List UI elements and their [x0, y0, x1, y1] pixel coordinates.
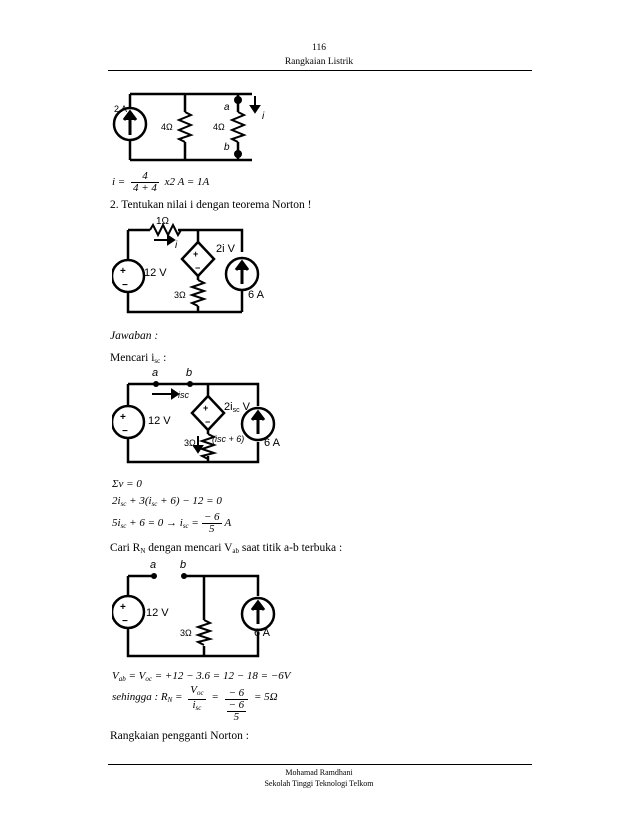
- find-isc-text: Mencari $i_{sc}$ :: [110, 352, 167, 365]
- dep-source-label: 2i V: [216, 243, 235, 255]
- node-b-dot: [234, 150, 242, 158]
- node-b-label: b: [186, 367, 193, 379]
- answer-label: Jawaban :: [110, 330, 159, 342]
- node-a-dot: [151, 573, 157, 579]
- circuit-4-diagram: [112, 558, 287, 662]
- voltage-source-icon: [112, 596, 144, 628]
- node-a-label: a: [152, 367, 159, 379]
- source-label: 2 A: [114, 104, 128, 114]
- branch-current-label: (isc + 6): [212, 434, 245, 444]
- svg-text:+: +: [120, 266, 126, 277]
- r3-label: 3Ω: [184, 438, 196, 448]
- find-rn-text: Cari $R_N$ dengan mencari $V_{ab}$ saat titik a-b terbuka :: [110, 542, 343, 555]
- node-b-label: b: [180, 559, 187, 571]
- circuit-3-diagram: [112, 366, 287, 468]
- current-label: i: [262, 111, 265, 122]
- r3-label: 3Ω: [174, 290, 186, 300]
- header-rule: [108, 70, 532, 71]
- resistor-label: 1Ω: [156, 216, 170, 227]
- svg-text:−: −: [195, 263, 201, 273]
- equation-1: i = $\frac{4}{4 + 4}$ x2 A = 1A: [112, 170, 210, 194]
- voltage-label: 12 V: [144, 267, 167, 279]
- node-a-dot: [234, 96, 242, 104]
- voltage-label: 12 V: [146, 607, 169, 619]
- current-label: i: [175, 240, 178, 251]
- r1-label: 4Ω: [161, 122, 173, 132]
- node-b-label: b: [224, 142, 230, 153]
- chapter-title: Rangkaian Listrik: [284, 57, 354, 67]
- node-a-label: a: [150, 559, 157, 571]
- svg-text:−: −: [205, 417, 211, 427]
- kvl-line-2: $2i_{sc} + 3(i_{sc} + 6) - 12 = 0$: [112, 495, 222, 508]
- page-number: 116: [312, 43, 326, 53]
- node-a-label: a: [224, 102, 230, 113]
- problem-2-text: 2. Tentukan nilai i dengan teorema Norton !: [110, 199, 312, 211]
- rn-equation: sehingga : $R_N$ = $\frac{V_{oc}}{i_{sc}}$ = $\frac{- 6}{\frac{- 6}{5}}$ = 5Ω: [112, 684, 278, 723]
- isc-label: isc: [178, 390, 189, 400]
- circuit-1-diagram: [112, 88, 272, 166]
- node-b-dot: [181, 573, 187, 579]
- svg-text:+: +: [120, 602, 126, 613]
- footer-institution: Sekolah Tinggi Teknologi Telkom: [264, 779, 374, 788]
- node-a-dot: [153, 381, 159, 387]
- r3-label: 3Ω: [180, 628, 192, 638]
- svg-text:+: +: [193, 249, 199, 259]
- svg-text:−: −: [122, 426, 128, 437]
- svg-text:+: +: [120, 412, 126, 423]
- voltage-source-icon: [112, 260, 144, 292]
- dep-source-label: 2isc V: [224, 401, 250, 414]
- svg-text:−: −: [122, 616, 128, 627]
- arrow-right-icon: [154, 236, 174, 244]
- kvl-line-3: $5i_{sc} + 6 = 0 \to i_{sc}$ = $\frac{- 6}{5}$ A: [112, 511, 232, 535]
- current-source-label: 6 A: [264, 437, 280, 449]
- arrow-down-icon: [251, 96, 259, 112]
- footer-author: Mohamad Ramdhani: [285, 768, 353, 777]
- voc-equation: $V_{ab} = V_{oc} = +12 - 3.6 = 12 - 18 = -6V$: [112, 670, 291, 683]
- norton-label: Rangkaian pengganti Norton :: [110, 730, 249, 742]
- circuit-2-diagram: [112, 216, 282, 324]
- svg-text:−: −: [122, 280, 128, 291]
- footer-rule: [108, 764, 532, 765]
- node-b-dot: [187, 381, 193, 387]
- kvl-line-1: Σv = 0: [112, 478, 142, 490]
- voltage-label: 12 V: [148, 415, 171, 427]
- r2-label: 4Ω: [213, 122, 225, 132]
- svg-text:+: +: [203, 403, 209, 413]
- current-source-label: 6 A: [254, 627, 270, 639]
- arrow-right-icon: [152, 390, 178, 398]
- current-source-label: 6 A: [248, 289, 264, 301]
- voltage-source-icon: [112, 406, 144, 438]
